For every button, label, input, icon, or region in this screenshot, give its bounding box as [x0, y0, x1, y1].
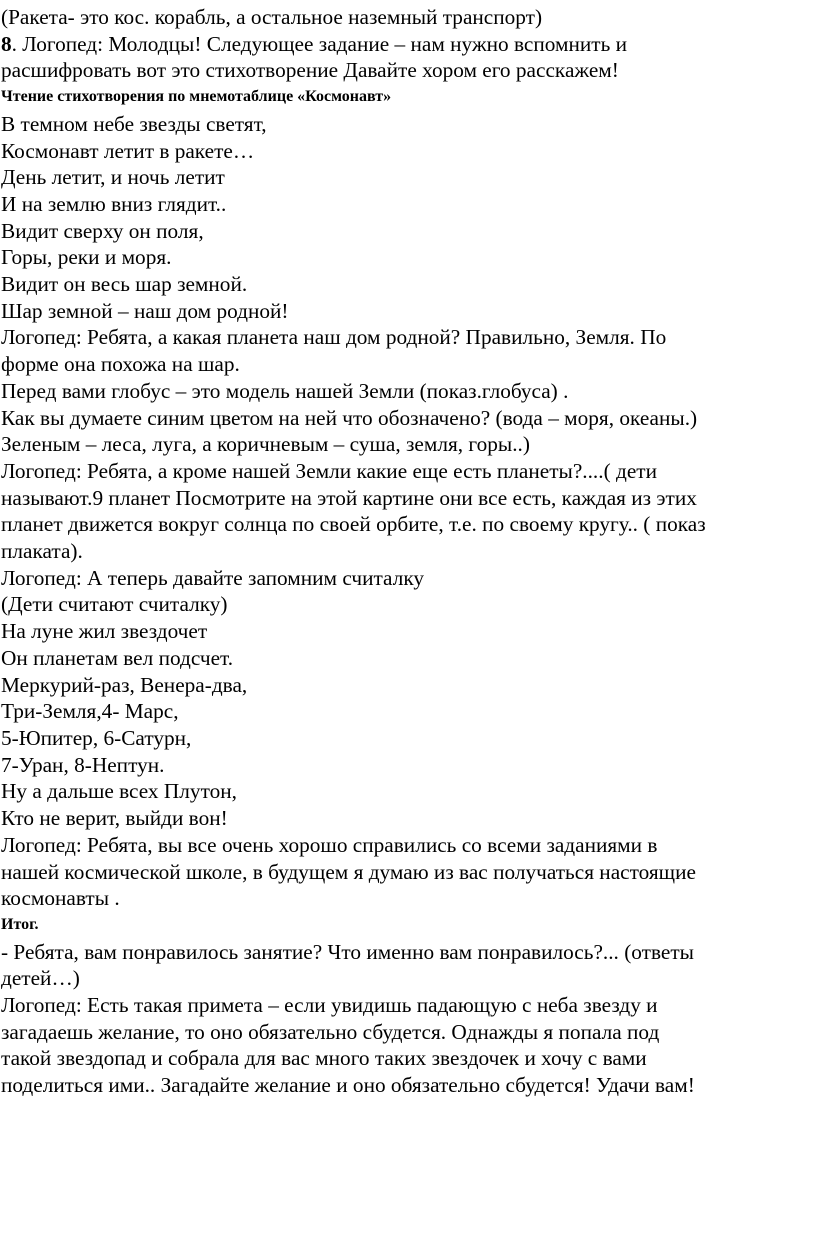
dialog-line: Перед вами глобус – это модель нашей Земли (показ.глобуса) .: [1, 378, 569, 403]
closing-line: Логопед: Ребята, вы все очень хорошо справились со всеми заданиями в: [1, 832, 658, 857]
dialog-line: Логопед: Ребята, а какая планета наш дом родной? Правильно, Земля. По: [1, 325, 667, 350]
rhyme-line: Кто не верит, выйди вон!: [1, 806, 228, 831]
counting-rhyme: [1, 618, 816, 832]
summary-line: загадаешь желание, то оно обязательно сбудется. Однажды я попала под: [1, 1019, 660, 1044]
dialog-line: Логопед: А теперь давайте запомним считалку: [1, 565, 425, 590]
task-8-text: . Логопед: Молодцы! Следующее задание – нам нужно вспомнить и: [11, 31, 628, 56]
dialog-line: называют.9 планет Посмотрите на этой картине они все есть, каждая из этих: [1, 485, 697, 510]
rhyme-line: Три-Земля,4- Марс,: [1, 699, 179, 724]
dialog-line: планет движется вокруг солнца по своей орбите, т.е. по своему кругу.. ( показ: [1, 512, 706, 537]
poem-line: Космонавт летит в ракете…: [1, 138, 255, 163]
poem: [1, 111, 816, 325]
task-number: 8: [1, 31, 12, 56]
summary-line: - Ребята, вам понравилось занятие? Что именно вам понравилось?... (ответы: [1, 939, 694, 964]
poem-line: И на землю вниз глядит..: [1, 191, 227, 216]
dialog-line: (Дети считают считалку): [1, 592, 228, 617]
summary-section: [1, 939, 816, 1099]
summary-heading: Итог.: [1, 915, 39, 933]
task-8-line-2: расшифровать вот это стихотворение Давайте хором его расскажем!: [1, 58, 619, 83]
rhyme-line: 5-Юпитер, 6-Сатурн,: [1, 725, 192, 750]
dialog-section: [1, 324, 816, 618]
poem-line: Видит сверху он поля,: [1, 218, 204, 243]
poem-line: День летит, и ночь летит: [1, 165, 225, 190]
poem-line: Шар земной – наш дом родной!: [1, 298, 289, 323]
closing-section: [1, 832, 816, 912]
rhyme-line: 7-Уран, 8-Нептун.: [1, 752, 165, 777]
summary-line: детей…): [1, 966, 80, 991]
rhyme-line: Ну а дальше всех Плутон,: [1, 779, 237, 804]
dialog-line: плаката).: [1, 539, 83, 564]
rhyme-line: На луне жил звездочет: [1, 619, 208, 644]
poem-line: В темном небе звезды светят,: [1, 111, 267, 136]
rhyme-line: Он планетам вел подсчет.: [1, 645, 234, 670]
rhyme-line: Меркурий-раз, Венера-два,: [1, 672, 248, 697]
dialog-line: форме она похожа на шар.: [1, 352, 240, 377]
poem-line: Горы, реки и моря.: [1, 245, 172, 270]
poem-line: Видит он весь шар земной.: [1, 272, 248, 297]
closing-line: нашей космической школе, в будущем я думаю из вас получаться настоящие: [1, 859, 696, 884]
poem-heading: Чтение стихотворения по мнемотаблице «Космонавт»: [1, 88, 392, 106]
dialog-line: Логопед: Ребята, а кроме нашей Земли какие еще есть планеты?....( дети: [1, 458, 657, 483]
task-8-line-1: [1, 31, 816, 58]
summary-line: Логопед: Есть такая примета – если увидишь падающую с неба звезду и: [1, 993, 658, 1018]
intro-line: (Ракета- это кос. корабль, а остальное наземный транспорт): [1, 5, 543, 29]
dialog-line: Зеленым – леса, луга, а коричневым – суша, земля, горы..): [1, 432, 530, 457]
summary-line: поделиться ими.. Загадайте желание и оно обязательно сбудется! Удачи вам!: [1, 1073, 695, 1098]
dialog-line: Как вы думаете синим цветом на ней что обозначено? (вода – моря, океаны.): [1, 405, 698, 430]
summary-line: такой звездопад и собрала для вас много таких звездочек и хочу с вами: [1, 1046, 647, 1071]
closing-line: космонавты .: [1, 886, 120, 911]
